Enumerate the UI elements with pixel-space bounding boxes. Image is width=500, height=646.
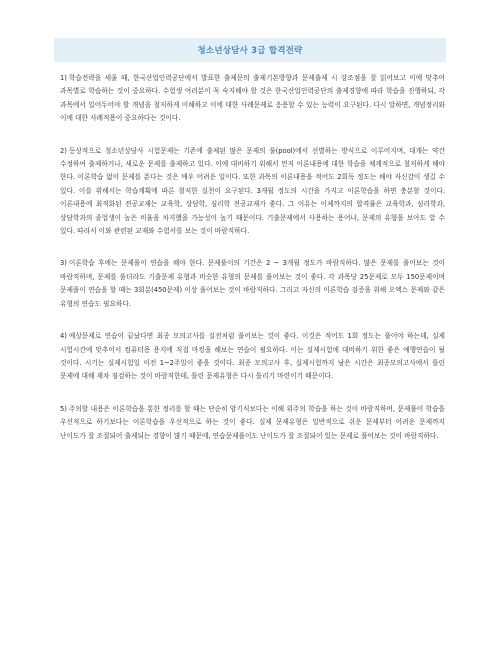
paragraph-text: 학습전략을 세울 때, 한국산업인력공단에서 발표한 출제문의 출제기본방향과 문제출제 시 강조점을 잘 읽어보고 이에 맞추어 과목별로 학습하는 것이 중요하다. 수험생 여러분이 꼭 숙지해야 할 것은 한국산업인력공단의 출제경향에 따라 학습을 진행하되, 각 과목에서 일어두어야 할 개념을 철저하게 이해하고 이에 대한 사례문제로 응용할 수 있는 능력이 요구된다. 다시 말하면, 개념정리와 이에 대한 사례적용이 중요하다는 것이다. (60, 74, 445, 123)
paragraph-number: 3) (60, 259, 67, 268)
paragraph-text: 등상적으로 청소년상담사 시험문제는 기존에 출제된 많은 문제의 풀(pool)에서 선별하는 방식으로 이루어지며, 대개는 약간 수정하여 출제하거나, 새로운 문제를 출제하고 있다. 이에 대비하기 위해서 먼저 이론내용에 대한 학습을 체계적으로 철저하게 해야 한다. 이론학습 없이 문제를 푼다는 것은 매우 어려운 일이다. 또한 과목의 이론내용을 적어도 2회독 정도는 해야 자신감이 생길 수 있다. 이를 위해서는 학습계획에 따른 철저한 실천이 요구된다. 3개월 정도의 시간을 가지고 이론학습을 하면 충분할 것이다. 이론내용에 최적화된 전공교재는 교육학, 상담학, 심리학 전공교재가 좋다. 그 이유는 이제까지의 합격률은 교육학과, 심리학과, 상담학과의 졸업생이 높은 비율을 차지했을 가능성이 높기 때문이다. 기출문제에서 사용하는 용어나, 문제의 유형을 보아도 알 수 있다. 따라서 이와 관련된 교재와 수험서를 보는 것이 바람직하다. (60, 146, 445, 236)
paragraph-1 (60, 72, 445, 126)
paragraph-3 (60, 257, 445, 311)
paragraph-number: 2) (60, 146, 67, 155)
paragraph-2 (60, 145, 445, 239)
paragraph-4 (60, 330, 445, 384)
title-banner (54, 38, 446, 62)
page-title: 청소년상담사 3급 합격전략 (197, 46, 303, 56)
paragraph-number: 5) (60, 404, 67, 413)
paragraph-number: 4) (60, 332, 67, 341)
document-body (60, 72, 445, 462)
paragraph-5 (60, 403, 445, 443)
paragraph-text: 이론학습 후에는 문제풀이 연습을 해야 한다. 문제풀이의 기간은 2 ~ 3개월 정도가 바람직하다. 많은 문제를 풀어보는 것이 바람직하며, 문제를 풀더라도 기출문제 유형과 비슷한 유형의 문제를 풀어보는 것이 좋다. 각 과목당 25문제로 모두 150문제이며 문제풀이 연습을 할 때는 3회분(450문제) 이상 풀어보는 것이 바람직하다. 그리고 자신의 이론학습 검증을 위해 오엑스 문제와 같은 유형의 연습도 필요하다. (60, 259, 445, 308)
paragraph-text: 예상문제로 연습이 끝났다면 최종 모의고사를 실전처럼 풀어보는 것이 좋다. 이것은 적어도 1회 정도는 풀어야 하는데, 실제 시험시간에 맞추어서 컴퓨터용 용지에 직접 마킹을 해보는 연습이 필요하다. 이는 실제시험에 대비하기 위한 좋은 예행연습이 될 것이다. 시기는 실제시험일 이전 1~2주일이 좋을 것이다. 최종 모의고사 후, 실제시험까지 남은 시간은 최종모의고사에서 틀린 문제에 대해 재차 점검하는 것이 바람직한데, 틀린 문제유형은 다시 틀리기 마련이기 때문이다. (60, 332, 445, 381)
paragraph-number: 1) (60, 74, 67, 82)
paragraph-text: 주의할 내용은 이론학습을 통한 정리를 할 때는 단순히 암기식보다는 이해 위주의 학습을 하는 것이 바람직하며, 문제풀이 학습을 우선적으로 하기보다는 이론학습을 우선적으로 하는 것이 좋다. 실제 문제유형은 일반적으로 쉬운 문제부터 어려운 문제까지 난이도가 잘 조절되어 출제되는 경향이 많기 때문에, 연습문제풀이도 난이도가 잘 조절되어 있는 문제로 풀어보는 것이 바람직하다. (60, 404, 445, 440)
